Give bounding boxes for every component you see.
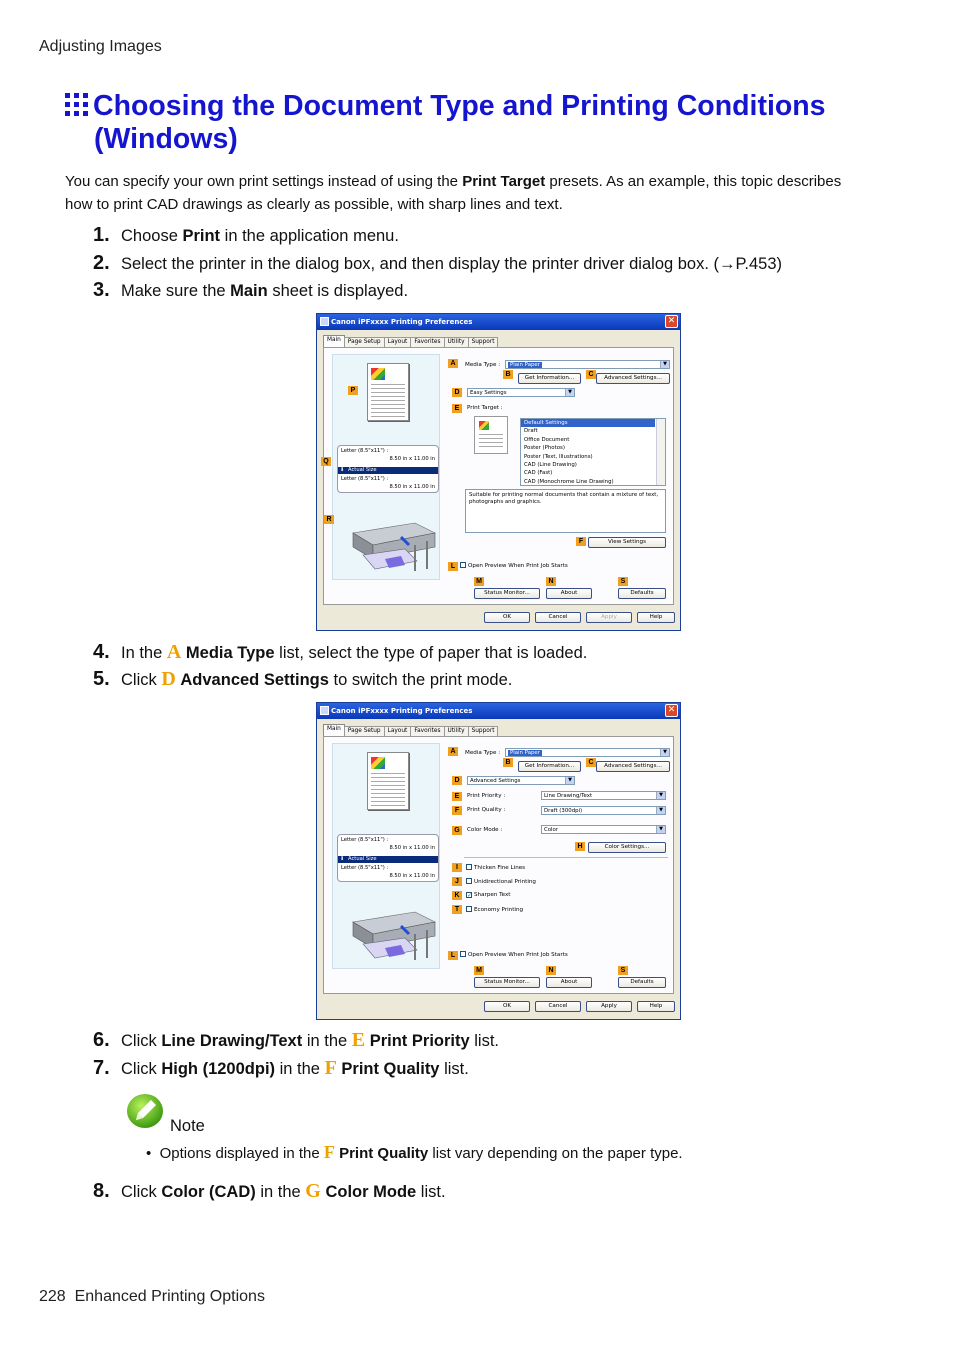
callout-k: K [452, 891, 462, 900]
size-dim: 8.50 in x 11.00 in [389, 845, 435, 851]
open-preview-checkbox[interactable] [460, 951, 568, 958]
defaults-button[interactable]: Defaults [618, 588, 666, 599]
list-item[interactable]: Office Document [524, 436, 570, 443]
print-priority-select[interactable] [541, 791, 666, 800]
tab-bar [323, 335, 497, 347]
main-panel [323, 736, 674, 994]
close-icon[interactable]: ✕ [665, 704, 678, 717]
step-text: In the [121, 644, 167, 662]
dialog-title: Canon iPFxxxx Printing Preferences [331, 318, 473, 326]
apply-button[interactable]: Apply [586, 612, 632, 623]
step-text: Click [121, 671, 162, 689]
printer-illustration [345, 515, 437, 575]
callout-s: S [618, 966, 628, 975]
media-type-select[interactable] [505, 360, 670, 369]
size-dim: 8.50 in x 11.00 in [389, 873, 435, 879]
paper-size-box [337, 834, 439, 882]
list-item[interactable]: Default Settings [521, 419, 655, 427]
step-text: in the application menu. [220, 227, 399, 245]
tab-layout[interactable]: Layout [384, 726, 412, 737]
callout-c: C [586, 758, 596, 767]
step-5 [93, 668, 512, 691]
note-label: Note [170, 1117, 205, 1135]
footer-section: Enhanced Printing Options [74, 1288, 265, 1305]
intro-bold: Print Target [462, 173, 546, 190]
tab-main[interactable]: Main [323, 724, 345, 737]
callout-d: D [452, 388, 462, 397]
callout-h: H [575, 842, 585, 851]
step-text: list. [439, 1060, 469, 1078]
size-dim: 8.50 in x 11.00 in [389, 484, 435, 490]
print-quality-select[interactable] [541, 806, 666, 815]
step-number: 8. [93, 1180, 110, 1202]
note-bold: Print Quality [339, 1145, 429, 1162]
step-7 [93, 1057, 469, 1080]
note-text: list vary depending on the paper type. [428, 1145, 683, 1162]
list-item[interactable]: CAD (Line Drawing) [524, 462, 577, 469]
page-number: 228 [39, 1288, 66, 1305]
note-bullet [146, 1141, 683, 1165]
callout-q: Q [321, 457, 331, 466]
description-box: Suitable for printing normal documents that contain a mixture of text, photographs and graphics. [465, 489, 666, 533]
settings-mode-value: Easy Settings [470, 390, 507, 396]
cancel-button[interactable]: Cancel [535, 612, 581, 623]
dialog-title: Canon iPFxxxx Printing Preferences [331, 707, 473, 715]
step-text: Click [121, 1183, 162, 1201]
printing-preferences-dialog-easy [316, 313, 681, 631]
help-button[interactable]: Help [637, 612, 675, 623]
callout-j: J [452, 877, 462, 886]
sharpen-text-checkbox[interactable] [466, 892, 510, 898]
checkbox-label: Sharpen Text [474, 892, 511, 898]
checkbox-icon[interactable] [466, 864, 472, 870]
step-6 [93, 1029, 499, 1052]
cancel-button[interactable]: Cancel [535, 1001, 581, 1012]
defaults-button[interactable]: Defaults [618, 977, 666, 988]
callout-c: C [586, 370, 596, 379]
chevron-down-icon: ▼ [565, 389, 574, 396]
step-number: 6. [93, 1029, 110, 1051]
callout-l: L [448, 951, 458, 960]
title-line2: (Windows) [94, 123, 238, 155]
step-3 [93, 279, 408, 302]
chevron-down-icon: ▼ [565, 777, 574, 784]
media-type-label: Media Type : [465, 750, 501, 756]
chevron-down-icon: ▼ [656, 826, 665, 833]
callout-i: I [452, 863, 462, 872]
callout-letter: F [324, 1057, 337, 1079]
checkbox-label: Unidirectional Printing [474, 879, 536, 885]
divider [464, 857, 668, 858]
list-item[interactable]: Poster (Photos) [524, 445, 565, 452]
color-settings-button[interactable]: Color Settings... [588, 842, 666, 853]
tab-favorites[interactable]: Favorites [410, 726, 444, 737]
print-target-thumbnail [474, 416, 508, 454]
step-text: in the [275, 1060, 325, 1078]
tab-support[interactable]: Support [468, 726, 499, 737]
main-panel [323, 347, 674, 605]
callout-e: E [452, 404, 462, 413]
step-1 [93, 224, 399, 247]
settings-mode-select[interactable] [467, 776, 575, 785]
tab-main[interactable]: Main [323, 335, 345, 348]
actual-size-label: Actual Size [348, 856, 377, 862]
about-button[interactable]: About [546, 588, 592, 599]
callout-s: S [618, 577, 628, 586]
size-label: Letter (8.5"x11") : [341, 448, 389, 454]
checkmark-icon[interactable]: ✓ [467, 892, 473, 899]
print-priority-label: Print Priority : [467, 793, 506, 799]
actual-size-label: Actual Size [348, 467, 377, 473]
tab-page-setup[interactable]: Page Setup [344, 337, 385, 348]
checkbox-label: Thicken Fine Lines [474, 865, 526, 871]
title-line1: Choosing the Document Type and Printing Conditions [93, 90, 826, 122]
unidirectional-printing-checkbox[interactable] [466, 878, 536, 885]
note-pencil-icon [125, 1091, 165, 1131]
step-number: 7. [93, 1057, 110, 1079]
paper-preview [367, 752, 409, 810]
callout-letter: A [166, 641, 182, 663]
step-bold: Main [230, 282, 268, 300]
callout-f: F [452, 806, 462, 815]
callout-letter: D [161, 668, 176, 690]
intro-text-2: presets. As an example, this topic describes how to print CAD drawings as clearly as possible, with sharp lines and text. [65, 173, 842, 213]
callout-b: B [503, 758, 513, 767]
ok-button[interactable]: OK [484, 612, 530, 623]
tab-favorites[interactable]: Favorites [410, 337, 444, 348]
media-type-select[interactable] [505, 748, 670, 757]
step-bold: Print [182, 227, 221, 245]
checkbox-icon[interactable] [466, 906, 472, 912]
print-quality-value: Draft (300dpi) [544, 808, 583, 814]
page-title [65, 90, 885, 156]
print-priority-value: Line Drawing/Text [544, 793, 593, 799]
callout-letter: F [323, 1142, 335, 1162]
step-text: in the [302, 1032, 352, 1050]
step-4 [93, 641, 587, 664]
step-2 [93, 252, 782, 275]
checkbox-label: Economy Printing [474, 907, 524, 913]
status-monitor-button[interactable]: Status Monitor... [474, 977, 540, 988]
chevron-down-icon: ▼ [660, 749, 669, 756]
thicken-fine-lines-checkbox[interactable] [466, 864, 525, 871]
chevron-down-icon: ▼ [660, 361, 669, 368]
step-text: Click [121, 1060, 162, 1078]
open-preview-label: Open Preview When Print Job Starts [468, 952, 568, 958]
arrow-down-icon: ⬇ [340, 467, 345, 473]
tab-layout[interactable]: Layout [384, 337, 412, 348]
size-label: Letter (8.5"x11") : [341, 476, 389, 482]
step-number: 3. [93, 279, 110, 301]
callout-m: M [474, 966, 484, 975]
callout-a: A [448, 747, 458, 756]
list-item[interactable]: CAD (Fast) [524, 470, 553, 477]
callout-d: D [452, 776, 462, 785]
help-button[interactable]: Help [637, 1001, 675, 1012]
step-bold: Color (CAD) [161, 1183, 256, 1201]
printer-app-icon [320, 317, 329, 326]
grid-icon [65, 91, 88, 114]
ok-button[interactable]: OK [484, 1001, 530, 1012]
view-settings-button[interactable]: View Settings [588, 537, 666, 548]
printer-app-icon [320, 706, 329, 715]
callout-b: B [503, 370, 513, 379]
size-label: Letter (8.5"x11") : [341, 837, 389, 843]
economy-printing-checkbox[interactable] [466, 906, 523, 913]
arrow-down-icon: ⬇ [340, 856, 345, 862]
media-type-value: Plain Paper [510, 362, 540, 368]
tab-utility[interactable]: Utility [444, 337, 469, 348]
step-bold: Media Type [185, 644, 275, 662]
checkbox-icon[interactable] [466, 878, 472, 884]
paper-size-box [337, 445, 439, 493]
dialog-titlebar [317, 703, 680, 719]
dialog-titlebar [317, 314, 680, 330]
open-preview-label: Open Preview When Print Job Starts [468, 563, 568, 569]
callout-r: R [324, 515, 334, 524]
step-text: in the [255, 1183, 306, 1201]
printing-preferences-dialog-advanced [316, 702, 681, 1020]
intro-paragraph [65, 170, 865, 216]
step-text: Make sure the [121, 282, 231, 300]
media-type-label: Media Type : [465, 362, 501, 368]
about-button[interactable]: About [546, 977, 592, 988]
tab-utility[interactable]: Utility [444, 726, 469, 737]
step-bold: High (1200dpi) [161, 1060, 276, 1078]
step-number: 2. [93, 252, 110, 274]
step-bold: Color Mode [325, 1183, 417, 1201]
list-item[interactable]: CAD (Monochrome Line Drawing) [524, 478, 614, 485]
step-8 [93, 1180, 446, 1203]
chevron-down-icon: ▼ [656, 807, 665, 814]
step-bold: Advanced Settings [180, 671, 329, 689]
settings-preview [332, 743, 440, 969]
step-text: list. [416, 1183, 446, 1201]
printer-illustration [345, 904, 437, 964]
callout-n: N [546, 966, 556, 975]
callout-a: A [448, 359, 458, 368]
actual-size-bar [338, 467, 438, 474]
print-target-label: Print Target : [467, 405, 503, 411]
step-number: 1. [93, 224, 110, 246]
callout-t: T [452, 905, 462, 914]
settings-mode-select[interactable] [467, 388, 575, 397]
get-information-button[interactable]: Get Information... [518, 373, 581, 384]
step-bold: Print Priority [369, 1032, 470, 1050]
list-item[interactable]: Draft [524, 428, 538, 435]
step-number: 5. [93, 668, 110, 690]
checkbox-icon[interactable] [460, 562, 466, 568]
tab-page-setup[interactable]: Page Setup [344, 726, 385, 737]
callout-f: F [576, 537, 586, 546]
open-preview-checkbox[interactable] [460, 562, 568, 569]
advanced-settings-button[interactable]: Advanced Settings... [596, 373, 670, 384]
tab-bar [323, 724, 497, 736]
actual-size-bar [338, 856, 438, 863]
size-dim: 8.50 in x 11.00 in [389, 456, 435, 462]
get-information-button[interactable]: Get Information... [518, 761, 581, 772]
callout-letter: E [351, 1029, 366, 1051]
bullet-mark: • [146, 1145, 152, 1162]
apply-button[interactable]: Apply [586, 1001, 632, 1012]
color-mode-label: Color Mode : [467, 827, 503, 833]
media-type-value: Plain Paper [510, 750, 540, 756]
paper-preview [367, 363, 409, 421]
scrollbar[interactable] [656, 419, 665, 485]
color-mode-value: Color [544, 827, 559, 833]
list-item[interactable]: Poster (Text, Illustrations) [524, 453, 593, 460]
step-text: list. [469, 1032, 499, 1050]
step-text: Click [121, 1032, 162, 1050]
tab-support[interactable]: Support [468, 337, 499, 348]
color-mode-select[interactable] [541, 825, 666, 834]
note-text: Options displayed in the [159, 1145, 324, 1162]
close-icon[interactable]: ✕ [665, 315, 678, 328]
chevron-down-icon: ▼ [656, 792, 665, 799]
step-text: sheet is displayed. [267, 282, 409, 300]
running-header: Adjusting Images [39, 38, 162, 55]
callout-letter: G [305, 1180, 321, 1202]
settings-mode-value: Advanced Settings [470, 778, 521, 784]
step-text: list, select the type of paper that is loaded. [274, 644, 588, 662]
page-footer [39, 1288, 265, 1306]
step-number: 4. [93, 641, 110, 663]
callout-l: L [448, 562, 458, 571]
status-monitor-button[interactable]: Status Monitor... [474, 588, 540, 599]
step-text: Select the printer in the dialog box, and then display the printer driver dialog box. (→P.453) [121, 255, 783, 273]
step-bold: Print Quality [341, 1060, 440, 1078]
advanced-settings-button[interactable]: Advanced Settings... [596, 761, 670, 772]
callout-e: E [452, 792, 462, 801]
callout-m: M [474, 577, 484, 586]
intro-text: You can specify your own print settings instead of using the [65, 173, 463, 190]
size-label: Letter (8.5"x11") : [341, 865, 389, 871]
step-bold: Line Drawing/Text [161, 1032, 303, 1050]
callout-p: P [348, 386, 358, 395]
step-text: to switch the print mode. [328, 671, 513, 689]
callout-n: N [546, 577, 556, 586]
checkbox-icon[interactable] [460, 951, 466, 957]
print-target-list[interactable] [520, 418, 666, 486]
print-quality-label: Print Quality : [467, 807, 506, 813]
step-text: Choose [121, 227, 183, 245]
callout-g: G [452, 826, 462, 835]
